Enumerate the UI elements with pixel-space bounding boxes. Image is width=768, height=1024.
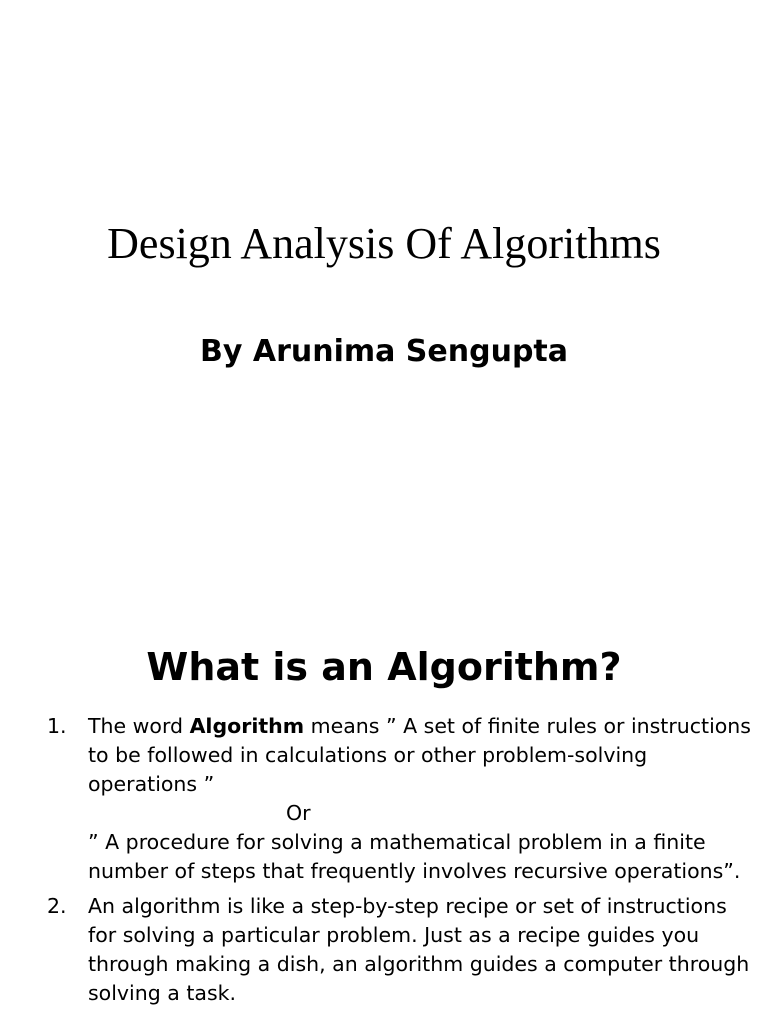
list-item-1-line-3: operations ” xyxy=(88,772,215,796)
or-separator: Or xyxy=(286,801,311,825)
list-item-2-line-4: solving a task. xyxy=(88,981,237,1005)
list-item-1-line-5: number of steps that frequently involves recursive operations”. xyxy=(88,859,741,883)
numbered-list xyxy=(0,712,768,1008)
list-number-1: 1. xyxy=(47,714,67,738)
list-item-1-line-4: ” A procedure for solving a mathematical problem in a finite xyxy=(88,830,706,854)
list-item-1 xyxy=(0,712,768,886)
list-number-2: 2. xyxy=(47,894,67,918)
list-item-1-line-2: to be followed in calculations or other problem-solving xyxy=(88,743,648,767)
author-name: By Arunima Sengupta xyxy=(199,334,569,369)
list-item-2-line-2: for solving a particular problem. Just as a recipe guides you xyxy=(88,923,700,947)
list-item-2 xyxy=(0,892,768,1008)
list-item-1-line-1-prefix: The word xyxy=(88,714,190,738)
section-heading: What is an Algorithm? xyxy=(146,645,622,689)
list-item-1-line-1-suffix: means ” A set of finite rules or instructions xyxy=(304,714,751,738)
list-item-2-line-1: An algorithm is like a step-by-step recipe or set of instructions xyxy=(88,894,727,918)
document-title: Design Analysis Of Algorithms xyxy=(107,219,661,268)
algorithm-bold-term: Algorithm xyxy=(189,714,305,738)
list-item-2-line-3: through making a dish, an algorithm guides a computer through xyxy=(88,952,750,976)
list-item-1-line-1 xyxy=(88,712,751,741)
